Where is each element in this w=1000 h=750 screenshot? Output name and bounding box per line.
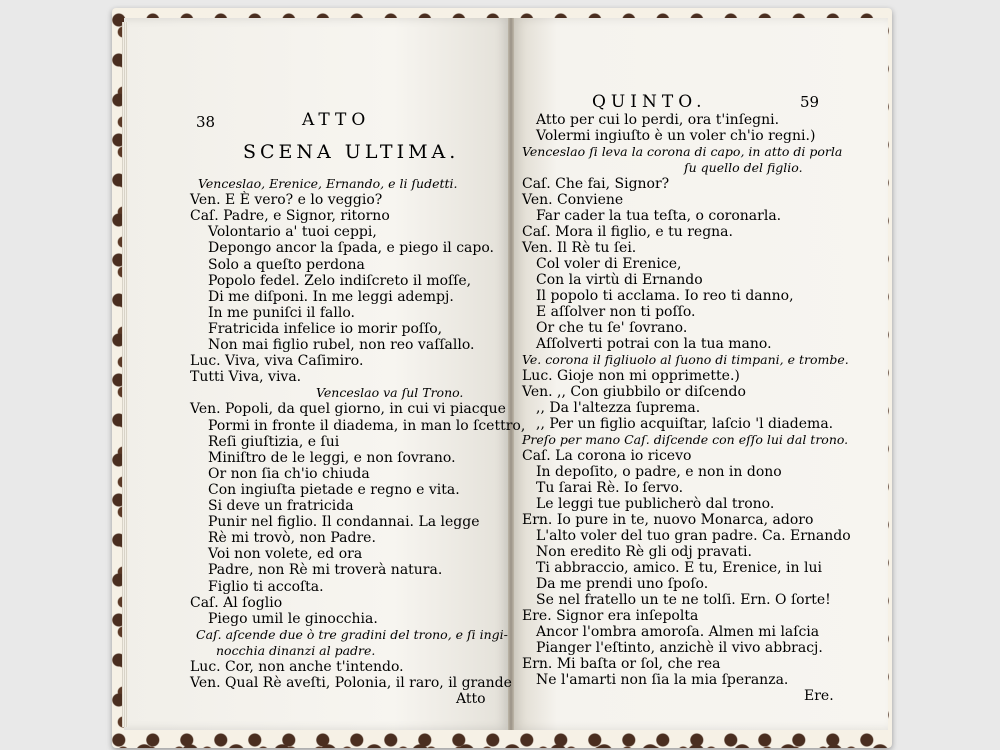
text-line: Il popolo ti acclama. Io reo ti danno,	[536, 288, 794, 304]
text-line: Miniſtro de le leggi, e non ſovrano.	[208, 449, 456, 466]
text-line: Volontario a' tuoi ceppi,	[208, 224, 377, 241]
text-line: Ere. Signor era inſepolta	[522, 608, 699, 624]
text-line: In depoſito, o padre, e non in dono	[536, 464, 782, 480]
text-line: Ere.	[804, 688, 834, 704]
text-line: Atto per cui lo perdi, ora t'inſegni.	[536, 112, 780, 128]
text-line: Reſi giuſtizia, e ſui	[208, 433, 340, 450]
text-line: Luc. Viva, viva Caſimiro.	[190, 353, 364, 370]
text-line: Col voler di Erenice,	[536, 256, 682, 272]
text-line: Volermi ingiuſto è un voler ch'io regni.)	[536, 128, 816, 144]
scene-title: SCENA ULTIMA.	[243, 141, 460, 163]
text-line: Si deve un fratricida	[208, 498, 354, 514]
text-line: ,, Per un figlio acquiſtar, laſcio 'l diadema.	[536, 416, 834, 432]
text-line: Depongo ancor la ſpada, e piego il capo.	[208, 240, 494, 257]
text-line: Popolo fedel. Zelo indiſcreto il moſſe,	[208, 272, 472, 289]
text-line: Figlio ti accoſta.	[208, 578, 324, 595]
right-running-head: QUINTO.	[592, 92, 707, 112]
left-running-head: ATTO	[302, 110, 371, 130]
stage-direction: nocchia dinanzi al padre.	[216, 642, 376, 658]
text-line: In me puniſci il fallo.	[208, 304, 355, 321]
text-line: Da me prendi uno ſpoſo.	[536, 576, 709, 592]
text-line: Caſ. Mora il figlio, e tu regna.	[522, 224, 733, 240]
text-line: Ven. Conviene	[522, 192, 624, 208]
text-line: Con ingiuſta pietade e regno e vita.	[208, 481, 460, 498]
text-line: Pormi in fronte il diadema, in man lo ſcettro,	[208, 417, 526, 434]
text-line: Aſſolverti potrai con la tua mano.	[536, 336, 772, 352]
text-line: Ven. ,, Con giubbilo or diſcendo	[522, 384, 746, 400]
text-line: Padre, non Rè mi troverà natura.	[208, 562, 443, 579]
text-line: Tu ſarai Rè. Io ſervo.	[536, 480, 684, 496]
text-line: Ven. Popoli, da quel giorno, in cui vi piacque	[190, 401, 506, 418]
stage-direction: Ve. corona il figliuolo al ſuono di timpani, e trombe.	[522, 352, 849, 367]
text-line: Fratricida infelice io morir poſſo,	[208, 320, 443, 337]
text-line: Caſ. La corona io ricevo	[522, 448, 692, 464]
text-line: Non eredito Rè gli odj pravati.	[536, 544, 752, 560]
stage-direction: Preſo per mano Caſ. diſcende con eſſo lui dal trono.	[522, 432, 849, 447]
stage-direction: Venceslao ſi leva la corona di capo, in atto di porla	[522, 144, 843, 159]
text-line: ,, Da l'altezza ſuprema.	[536, 400, 701, 416]
text-line: Piego umil le ginocchia.	[208, 610, 378, 627]
text-line: Or che tu ſe' ſovrano.	[536, 320, 688, 336]
page-edges	[122, 22, 128, 727]
text-line: Se nel fratello un te ne tolſi. Ern. O ſorte!	[536, 592, 831, 608]
text-line: Non mai figlio rubel, non reo vaſſallo.	[208, 337, 475, 353]
text-line: Ven. Il Rè tu ſei.	[522, 240, 637, 256]
text-line: Ne l'amarti non ſia la mia ſperanza.	[536, 672, 789, 688]
text-line: Di me diſponi. In me leggi adempj.	[208, 288, 454, 305]
left-page-number: 38	[196, 113, 216, 131]
text-line: E aſſolver non ti poſſo.	[536, 304, 696, 320]
text-line: Con la virtù di Ernando	[536, 272, 703, 288]
text-line: Caſ. Che fai, Signor?	[522, 176, 670, 192]
text-line: Solo a queſto perdona	[208, 256, 365, 273]
text-line: Punir nel figlio. Il condannai. La legge	[208, 514, 480, 531]
text-line: Rè mi trovò, non Padre.	[208, 530, 376, 547]
book-gutter	[508, 18, 514, 730]
stage-direction: Caſ. aſcende due ò tre gradini del trono, e ſi ingi-	[196, 626, 508, 642]
text-line: Luc. Gioje non mi opprimette.)	[522, 368, 740, 384]
text-line: Far cader la tua teſta, o coronarla.	[536, 208, 782, 224]
stage-direction: Venceslao va ſul Trono.	[316, 385, 464, 401]
text-line: Ti abbraccio, amico. E tu, Erenice, in lui	[536, 560, 822, 576]
text-line: Caſ. Al ſoglio	[190, 594, 283, 611]
stage-direction: Venceslao, Erenice, Ernando, e li ſudetti.	[198, 176, 458, 191]
text-line: Voi non volete, ed ora	[208, 546, 363, 563]
right-page-number: 59	[800, 93, 820, 111]
text-line: Atto	[456, 691, 486, 708]
text-line: L'alto voler del tuo gran padre. Ca. Ernando	[536, 528, 851, 544]
text-line: Ern. Io pure in te, nuovo Monarca, adoro	[522, 512, 814, 528]
text-line: Le leggi tue publicherò dal trono.	[536, 496, 775, 512]
text-line: Ven. E È vero? e lo veggio?	[190, 192, 383, 209]
text-line: Pianger l'eſtinto, anzichè il vivo abbracj.	[536, 640, 823, 656]
text-line: Tutti Viva, viva.	[190, 369, 302, 386]
text-line: Ern. Mi baſta or ſol, che rea	[522, 656, 721, 672]
text-line: Ancor l'ombra amoroſa. Almen mi laſcia	[536, 624, 820, 640]
text-line: Caſ. Padre, e Signor, ritorno	[190, 208, 390, 225]
stage-direction: ſu quello del figlio.	[684, 160, 803, 175]
text-line: Luc. Cor, non anche t'intendo.	[190, 659, 404, 675]
text-line: Or non ſia ch'io chiuda	[208, 465, 370, 482]
text-line: Ven. Qual Rè aveſti, Polonia, il raro, il grande	[190, 675, 512, 692]
